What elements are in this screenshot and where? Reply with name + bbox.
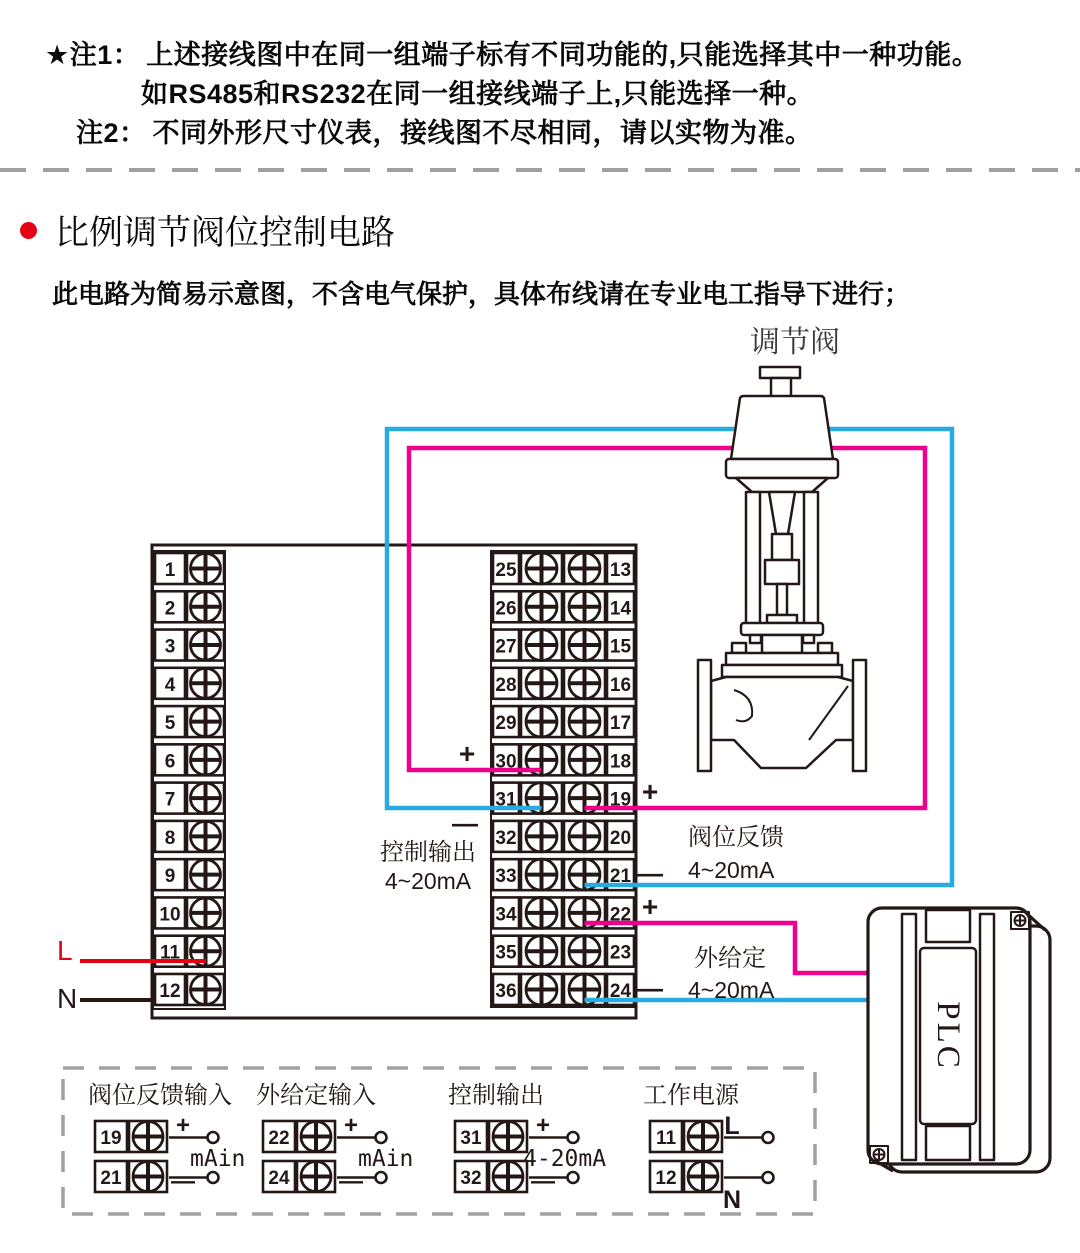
screw-terminal-icon	[526, 897, 557, 928]
screw-terminal-icon	[569, 630, 600, 661]
screw-terminal-icon	[301, 1162, 331, 1192]
screw-terminal-icon	[569, 668, 600, 699]
terminal-number: 32	[460, 1168, 482, 1189]
control-output-range: 4~20mA	[384, 868, 472, 894]
screw-terminal-icon	[526, 553, 557, 584]
terminal-number: 17	[609, 713, 632, 735]
note-1-text: 上述接线图中在同一组端子标有不同功能的,只能选择其中一种功能。	[146, 40, 980, 70]
terminal-number: 3	[164, 636, 176, 658]
terminal-number: 9	[164, 866, 176, 888]
legend-polarity-mark: —	[171, 1168, 195, 1195]
terminal-number: 32	[495, 827, 517, 849]
control-minus-mark: —	[452, 808, 478, 838]
terminal-number: 20	[609, 827, 632, 849]
legend-group-title: 工作电源	[643, 1082, 739, 1109]
open-terminal-icon	[763, 1132, 774, 1143]
screw-terminal-icon	[526, 630, 557, 661]
legend-group-title: 外给定输入	[256, 1082, 376, 1109]
legend-signal-label: mAin	[190, 1146, 246, 1172]
feedback-range: 4~20mA	[688, 857, 775, 883]
terminal-number: 11	[655, 1128, 677, 1149]
terminal-number: 26	[495, 598, 517, 620]
legend-polarity-mark: +	[343, 1112, 359, 1139]
terminal-row-middle	[493, 668, 634, 699]
note-2-text: 不同外形尺寸仪表，接线图不尽相同，请以实物为准。	[152, 118, 813, 148]
terminal-number: 24	[268, 1168, 290, 1189]
terminal-row-left	[155, 897, 224, 928]
terminal-number: 19	[100, 1128, 122, 1149]
terminal-number: 7	[164, 789, 176, 811]
terminal-number: 4	[164, 674, 176, 696]
external-set-range: 4~20mA	[688, 977, 775, 1003]
terminal-strips	[153, 551, 636, 1009]
terminal-number: 22	[268, 1128, 290, 1149]
screw-terminal-icon	[569, 821, 600, 852]
setpoint-minus-mark: —	[637, 973, 663, 1003]
screw-terminal-icon	[191, 554, 221, 584]
terminal-number: 15	[609, 636, 632, 658]
terminal-row-left	[155, 591, 224, 622]
terminal-number: 6	[164, 751, 176, 773]
terminal-row-left	[155, 974, 224, 1005]
open-terminal-icon	[763, 1172, 774, 1183]
legend-polarity-mark: —	[531, 1168, 555, 1195]
control-plus-mark: +	[458, 738, 476, 769]
screw-terminal-icon	[191, 592, 221, 622]
screw-terminal-icon	[191, 821, 221, 851]
terminal-number: 34	[495, 904, 517, 926]
screw-terminal-icon	[526, 936, 557, 967]
terminal-row-left	[155, 706, 224, 737]
screw-terminal-icon	[688, 1122, 718, 1152]
terminal-number: 35	[495, 942, 517, 964]
screw-terminal-icon	[569, 706, 600, 737]
terminal-number: 19	[609, 789, 632, 811]
terminal-row-middle	[493, 821, 634, 852]
terminal-number: 5	[164, 713, 176, 735]
screw-terminal-icon	[526, 859, 557, 890]
screw-terminal-icon	[493, 1122, 523, 1152]
terminal-number: 28	[495, 674, 517, 696]
plc-label: PLC	[930, 1001, 966, 1071]
legend-groups	[88, 1082, 774, 1214]
terminal-number: 30	[495, 751, 517, 773]
screw-terminal-icon	[526, 668, 557, 699]
screw-terminal-icon	[191, 630, 221, 660]
note-1-label: ★注1：	[45, 40, 141, 70]
screw-terminal-icon	[569, 936, 600, 967]
open-terminal-icon	[208, 1172, 219, 1183]
terminal-row-left	[155, 553, 224, 584]
feedback-title: 阀位反馈	[688, 824, 784, 851]
terminal-number: 31	[495, 789, 517, 811]
open-terminal-icon	[376, 1132, 387, 1143]
terminal-number: 29	[495, 713, 517, 735]
legend-polarity-mark: +	[535, 1112, 551, 1139]
screw-terminal-icon	[133, 1122, 163, 1152]
terminal-number: 22	[609, 904, 632, 926]
terminal-number: 31	[460, 1128, 482, 1149]
legend-group	[256, 1082, 413, 1195]
screw-terminal-icon	[493, 1162, 523, 1192]
legend-group	[643, 1082, 774, 1214]
terminal-number: 25	[495, 560, 517, 581]
terminal-row-left	[155, 630, 224, 661]
screw-terminal-icon	[526, 974, 557, 1005]
terminal-number: 13	[609, 560, 632, 581]
terminal-number: 10	[159, 904, 181, 926]
terminal-number: 1	[164, 560, 176, 581]
legend-signal-label: 4-20mA	[523, 1146, 607, 1172]
terminal-number: 27	[495, 636, 517, 658]
terminal-number: 12	[655, 1168, 677, 1189]
note-1-line-2: 如RS485和RS232在同一组接线端子上,只能选择一种。	[141, 79, 815, 109]
feedback-minus-mark: —	[637, 858, 663, 888]
open-terminal-icon	[208, 1132, 219, 1143]
terminal-number: 12	[159, 980, 181, 1002]
live-label: L	[57, 935, 73, 966]
screw-terminal-icon	[569, 744, 600, 775]
terminal-row-left	[155, 668, 224, 699]
screw-terminal-icon	[569, 553, 600, 584]
screw-terminal-icon	[526, 591, 557, 622]
terminal-number: 18	[609, 751, 632, 773]
screw-terminal-icon	[191, 783, 221, 813]
screw-terminal-icon	[133, 1162, 163, 1192]
legend-polarity-mark: L	[724, 1112, 740, 1140]
screw-terminal-icon	[191, 707, 221, 737]
screw-terminal-icon	[191, 668, 221, 698]
legend-signal-label: mAin	[358, 1146, 414, 1172]
valve-label: 调节阀	[750, 326, 840, 359]
legend-polarity-mark: +	[175, 1112, 191, 1139]
screw-terminal-icon	[526, 821, 557, 852]
open-terminal-icon	[568, 1132, 579, 1143]
terminal-number: 11	[159, 942, 181, 964]
screw-terminal-icon	[191, 974, 221, 1004]
legend-group-title: 阀位反馈输入	[88, 1082, 232, 1109]
terminal-number: 24	[609, 980, 632, 1002]
terminal-number: 14	[609, 598, 632, 620]
terminal-number: 23	[609, 942, 632, 964]
section-subtitle: 此电路为简易示意图，不含电气保护，具体布线请在专业电工指导下进行；	[52, 279, 911, 309]
terminal-row-middle	[493, 630, 634, 661]
open-terminal-icon	[376, 1172, 387, 1183]
terminal-row-middle	[493, 936, 634, 967]
screw-terminal-icon	[688, 1162, 718, 1192]
terminal-row-left	[155, 783, 224, 814]
screw-terminal-icon	[569, 591, 600, 622]
setpoint-plus-mark: +	[641, 891, 659, 922]
terminal-number: 21	[100, 1168, 122, 1189]
terminal-number: 36	[495, 980, 517, 1002]
terminal-row-middle	[493, 553, 634, 584]
terminal-number: 8	[164, 827, 176, 849]
note-2-label: 注2：	[76, 118, 147, 148]
terminal-row-middle	[493, 591, 634, 622]
neutral-label: N	[57, 983, 78, 1014]
terminal-number: 33	[495, 866, 517, 888]
terminal-number: 16	[609, 674, 632, 696]
plc-module	[868, 908, 1050, 1172]
screw-terminal-icon	[191, 898, 221, 928]
feedback-plus-mark: +	[641, 776, 659, 807]
screw-terminal-icon	[301, 1122, 331, 1152]
section-title: 比例调节阀位控制电路	[55, 214, 395, 252]
screw-terminal-icon	[191, 745, 221, 775]
legend-group	[448, 1082, 606, 1195]
screw-terminal-icon	[526, 706, 557, 737]
terminal-row-left	[155, 821, 224, 852]
legend-polarity-mark: N	[722, 1186, 742, 1214]
wire-control-plus-pink	[409, 448, 925, 808]
legend-group-title: 控制输出	[448, 1082, 544, 1109]
terminal-row-left	[155, 744, 224, 775]
terminal-number: 2	[164, 598, 176, 620]
terminal-row-middle	[493, 706, 634, 737]
terminal-number: 21	[609, 866, 632, 888]
external-set-title: 外给定	[694, 945, 766, 972]
terminal-row-left	[155, 859, 224, 890]
legend-polarity-mark: —	[339, 1168, 363, 1195]
open-terminal-icon	[568, 1172, 579, 1183]
control-output-title: 控制输出	[380, 839, 476, 866]
screw-terminal-icon	[191, 860, 221, 890]
legend-group	[88, 1082, 245, 1195]
